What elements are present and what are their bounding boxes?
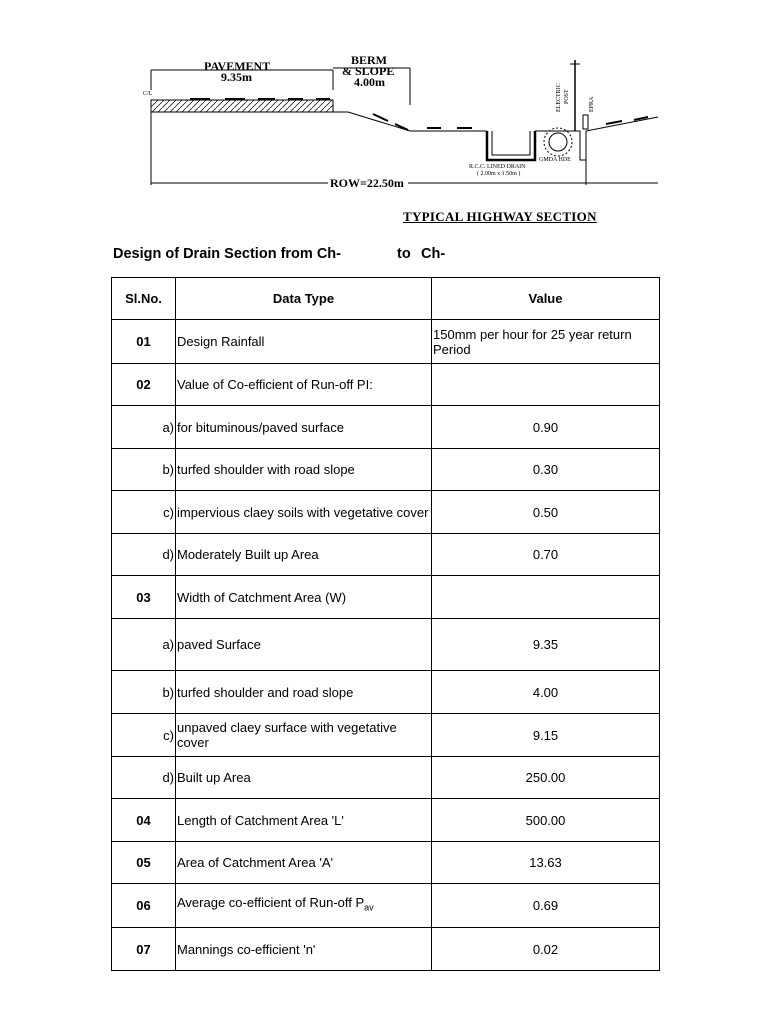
- row-number: 06: [112, 884, 176, 928]
- row-description: [176, 534, 432, 576]
- table-row: [112, 928, 660, 971]
- row-description-text: turfed shoulder and road slope: [177, 684, 354, 700]
- table-row: [112, 534, 660, 576]
- table-row: [112, 842, 660, 884]
- row-value: 0.50: [432, 491, 660, 534]
- table-row: [112, 671, 660, 714]
- heading-prefix: Design of Drain Section from Ch-: [113, 246, 341, 262]
- row-description-text: Value of Co-efficient of Run-off PI:: [177, 377, 373, 392]
- section-title: TYPICAL HIGHWAY SECTION: [403, 209, 597, 224]
- table-row: [112, 576, 660, 619]
- header-slno: Sl.No.: [112, 278, 176, 320]
- row-description-text: Average co-efficient of Run-off P: [177, 895, 365, 911]
- table-row: [112, 491, 660, 534]
- row-sub-index: a): [112, 619, 176, 671]
- table-row: [112, 406, 660, 449]
- row-value: 13.63: [432, 842, 660, 884]
- row-description-text: Area of Catchment Area 'A': [177, 855, 333, 870]
- duct-label: GMDA HDE: [539, 157, 571, 163]
- drain-size: ( 2.00m x 1.50m ): [477, 171, 521, 177]
- row-description-text: paved Surface: [177, 637, 261, 652]
- row-description: [176, 449, 432, 491]
- cl-label: C/L: [143, 91, 153, 97]
- row-description: [176, 799, 432, 842]
- drain-label: R.C.C. LINED DRAIN: [469, 164, 526, 170]
- row-value: 0.30: [432, 449, 660, 491]
- row-description-text: Length of Catchment Area 'L': [177, 812, 344, 828]
- row-description: [176, 364, 432, 406]
- row-description: [176, 884, 432, 928]
- row-value: 4.00: [432, 671, 660, 714]
- row-sub-index: b): [112, 449, 176, 491]
- post-label-2: POST: [564, 89, 570, 104]
- table-row: [112, 757, 660, 799]
- row-value: [432, 576, 660, 619]
- row-value: 9.35: [432, 619, 660, 671]
- table-row: [112, 799, 660, 842]
- row-description: [176, 928, 432, 971]
- row-number: 04: [112, 799, 176, 842]
- pavement-width: 9.35m: [221, 70, 252, 84]
- header-value: Value: [432, 278, 660, 320]
- row-description: [176, 842, 432, 884]
- row-sub-index: c): [112, 714, 176, 757]
- berm-width: 4.00m: [354, 75, 385, 89]
- row-description: [176, 320, 432, 364]
- row-sub-index: c): [112, 491, 176, 534]
- row-description-text: Moderately Built up Area: [177, 547, 319, 562]
- row-value: 0.69: [432, 884, 660, 928]
- row-description: [176, 406, 432, 449]
- row-label: ROW=22.50m: [330, 176, 404, 190]
- drain-design-table: [111, 277, 660, 971]
- row-value: 0.02: [432, 928, 660, 971]
- row-value: [432, 364, 660, 406]
- row-number: 03: [112, 576, 176, 619]
- row-sub-index: b): [112, 671, 176, 714]
- row-description-text: impervious claey soils with vegetative cover: [177, 504, 429, 520]
- row-sub-index: d): [112, 757, 176, 799]
- table-row: [112, 619, 660, 671]
- row-description-text: for bituminous/paved surface: [177, 419, 344, 435]
- berm-label: BERM: [351, 53, 387, 67]
- table-header-row: [112, 278, 660, 320]
- slope-label: & SLOPE: [342, 64, 395, 78]
- row-number: 05: [112, 842, 176, 884]
- row-description-subscript: av: [364, 902, 374, 913]
- table-row: [112, 449, 660, 491]
- row-description: [176, 757, 432, 799]
- row-sub-index: d): [112, 534, 176, 576]
- heading-to: to: [397, 246, 411, 262]
- row-number: 02: [112, 364, 176, 406]
- rcc-drain: [487, 131, 535, 160]
- table-row: [112, 714, 660, 757]
- row-description-text: Built up Area: [177, 770, 251, 785]
- highway-section-sketch: [0, 0, 768, 240]
- row-description-text: Design Rainfall: [177, 334, 265, 349]
- row-sub-index: a): [112, 406, 176, 449]
- row-description: [176, 619, 432, 671]
- row-description: [176, 491, 432, 534]
- row-value: 150mm per hour for 25 year return Period: [432, 320, 660, 364]
- row-description-text: Width of Catchment Area (W): [177, 589, 347, 605]
- row-value: 9.15: [432, 714, 660, 757]
- side-label: EPRA: [589, 96, 595, 112]
- row-description: [176, 576, 432, 619]
- table-row: [112, 364, 660, 406]
- table-row: [112, 884, 660, 928]
- pavement-layer: [151, 100, 333, 112]
- header-data-type: Data Type: [176, 278, 432, 320]
- row-description-text: Mannings co-efficient 'n': [177, 941, 316, 957]
- row-value: 0.70: [432, 534, 660, 576]
- row-value: 500.00: [432, 799, 660, 842]
- row-value: 0.90: [432, 406, 660, 449]
- row-description: [176, 714, 432, 757]
- row-value: 250.00: [432, 757, 660, 799]
- table-row: [112, 320, 660, 364]
- duct-pipe: [544, 128, 572, 156]
- row-description-text: unpaved claey surface with vegetative cover: [177, 720, 397, 750]
- pavement-label: PAVEMENT: [204, 59, 271, 73]
- row-number: 01: [112, 320, 176, 364]
- heading-ch: Ch-: [421, 246, 446, 262]
- post-label-1: ELECTRIC: [556, 83, 562, 112]
- row-description: [176, 671, 432, 714]
- row-number: 07: [112, 928, 176, 971]
- row-description-text: turfed shoulder with road slope: [177, 462, 355, 477]
